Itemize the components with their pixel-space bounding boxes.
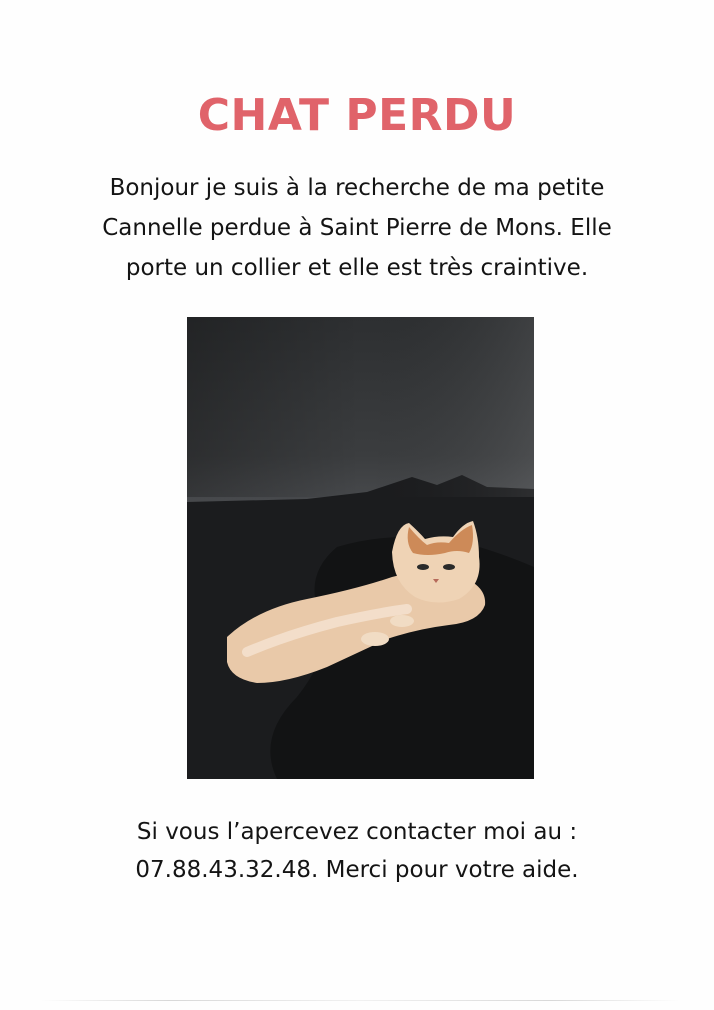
flyer-intro <box>60 168 654 288</box>
cat-paw <box>390 615 414 627</box>
wall-shadow <box>187 317 534 497</box>
contact-line: 07.88.43.32.48. Merci pour votre aide. <box>135 857 579 883</box>
cat-photo <box>187 317 534 779</box>
cat-eye-left <box>417 564 429 570</box>
intro-line: porte un collier et elle est très craintive. <box>125 255 589 281</box>
cat-paw <box>361 632 389 646</box>
cat-photo-illustration <box>187 317 534 779</box>
cat-eye-right <box>443 564 455 570</box>
contact-line: Si vous l’apercevez contacter moi au : <box>136 819 578 845</box>
intro-line: Cannelle perdue à Saint Pierre de Mons. Elle <box>102 215 612 241</box>
flyer-contact <box>60 813 654 889</box>
intro-line: Bonjour je suis à la recherche de ma petite <box>109 175 605 201</box>
scan-edge-line <box>40 1000 680 1001</box>
flyer-title: CHAT PERDU <box>197 90 517 141</box>
